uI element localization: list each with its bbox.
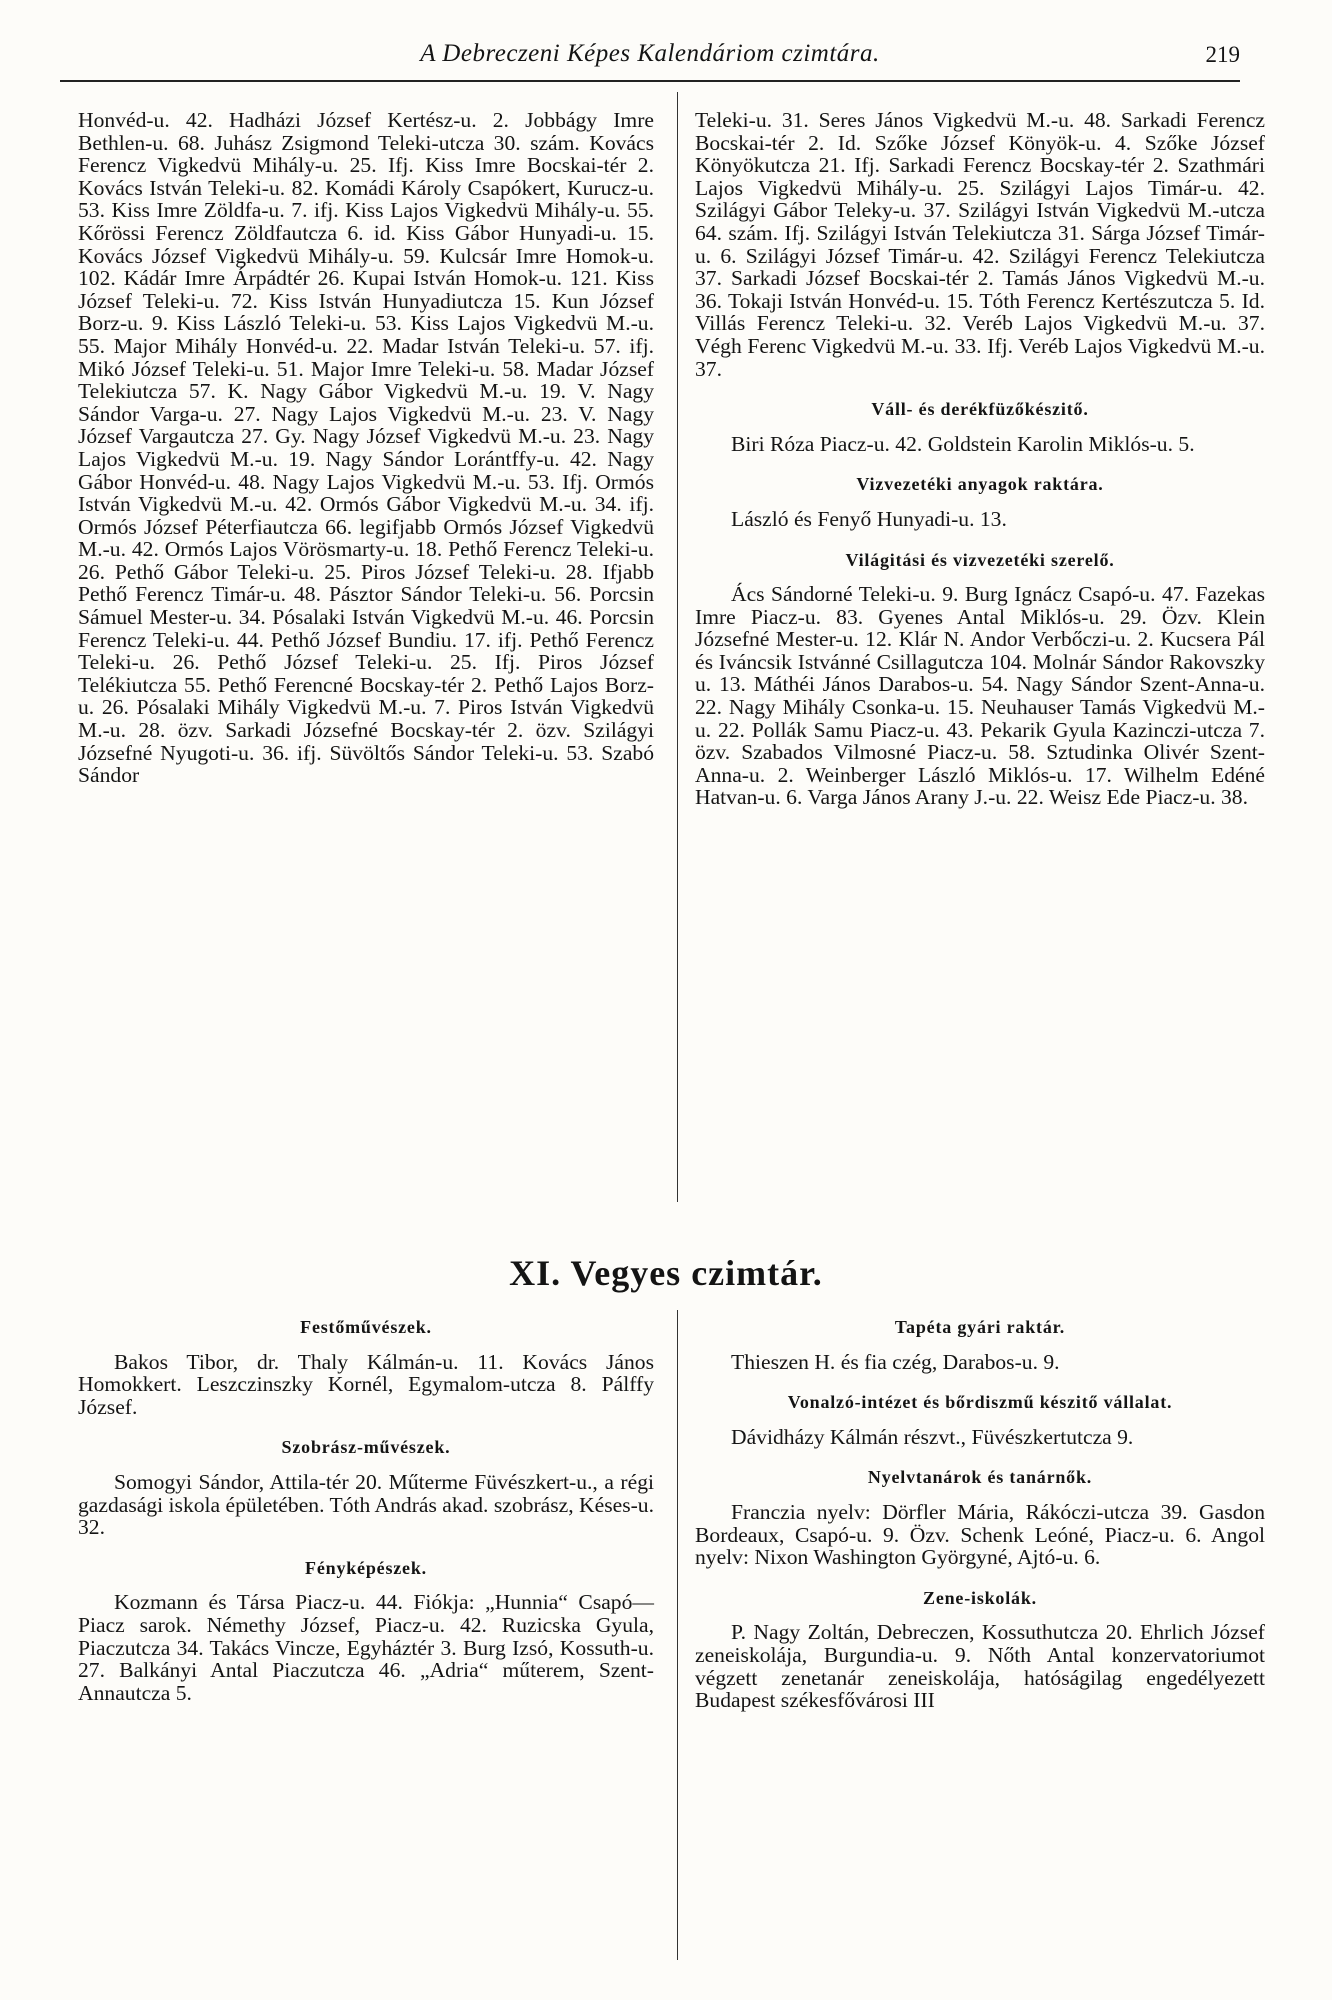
- heading-lighting-plumbing: Világitási és vizvezetéki szerelő.: [845, 549, 1115, 570]
- upper-right-column: [695, 109, 1265, 809]
- upper-left-text: Honvéd-u. 42. Hadházi József Kertész-u. 2. Jobbágy Imre Bethlen-u. 68. Juhász Zsigmond Teleki-utcza 30. szám. Kovács Ferencz Vigkedvü Mihály-u. 25. Ifj. Kiss Imre Bocskai-tér 2. Kovács István Teleki-u. 82. Komádi Károly Csapókert, Kurucz-u. 53. Kiss Imre Zöldfa-u. 7. ifj. Kiss Lajos Vigkedvü Mihály-u. 55. Kőrössi Ferencz Zöldfautcza 6. id. Kiss Gábor Hunyadi-u. 15. Kovács József Vigkedvü Mihály-u. 59. Kulcsár Imre Homok-u. 102. Kádár Imre Árpádtér 26. Kupai István Homok-u. 121. Kiss József Teleki-u. 72. Kiss István Hunyadiutcza 15. Kun József Borz-u. 9. Kiss László Teleki-u. 53. Kiss Lajos Vigkedvü M.-u. 55. Major Mihály Honvéd-u. 22. Madar István Teleki-u. 57. ifj. Mikó József Teleki-u. 51. Major Imre Teleki-u. 58. Madar József Telekiutcza 57. K. Nagy Gábor Vigkedvü M.-u. 19. V. Nagy Sándor Varga-u. 27. Nagy Lajos Vigkedvü M.-u. 23. V. Nagy József Vargautcza 27. Gy. Nagy József Vigkedvü M.-u. 23. Nagy Lajos Vigkedvü M.-u. 19. Nagy Sándor Lorántffy-u. 42. Nagy Gábor Honvéd-u. 48. Nagy Lajos Vigkedvü M.-u. 53. Ifj. Ormós István Vigkedvü M.-u. 42. Ormós Gábor Vigkedvü M.-u. 34. ifj. Ormós József Péterfiautcza 66. legifjabb Ormós József Vigkedvü M.-u. 42. Ormós Lajos Vörösmarty-u. 18. Pethő Ferencz Teleki-u. 26. Pethő Gábor Teleki-u. 25. Piros József Teleki-u. 28. Ifjabb Pethő Ferencz Timár-u. 48. Pásztor Sándor Teleki-u. 56. Porcsin Sámuel Mester-u. 34. Pósalaki István Vigkedvü M.-u. 46. Porcsin Ferencz Teleki-u. 44. Pethő József Bundiu. 17. ifj. Pethő Ferencz Teleki-u. 26. Pethő József Teleki-u. 25. Ifj. Piros József Telékiutcza 55. Pethő Ferencné Bocskay-tér 2. Pethő Lajos Borz-u. 26. Pósalaki Mihály Vigkedvü M.-u. 7. Piros István Vigkedvü M.-u. 28. özv. Sarkadi Józsefné Bocskay-tér 2. özv. Szilágyi Józsefné Nyugoti-u. 36. ifj. Süvöltős Sándor Teleki-u. 53. Szabó Sándor: [78, 108, 654, 788]
- page-number: 219: [1205, 42, 1240, 67]
- running-header: [60, 40, 1240, 74]
- heading-language-teachers: Nyelvtanárok és tanárnők.: [867, 1467, 1093, 1488]
- running-title: A Debreczeni Képes Kalendáriom czimtára.: [420, 40, 880, 67]
- heading-photographers: Fényképészek.: [305, 1557, 427, 1578]
- heading-painters: Festőművészek.: [300, 1317, 432, 1337]
- heading-ruling-leather: Vonalzó-intézet és bőrdiszmű készitő vállalat.: [787, 1392, 1173, 1413]
- heading-wallpaper: Tapéta gyári raktár.: [894, 1317, 1066, 1337]
- section-title: XI. Vegyes czimtár.: [509, 1253, 823, 1293]
- lower-left-column: [78, 1316, 654, 1704]
- lighting-plumbing-text: Ács Sándorné Teleki-u. 9. Burg Ignácz Csapó-u. 47. Fazekas Imre Piacz-u. 83. Gyenes Antal Miklós-u. 29. Özv. Klein Józsefné Mester-u. 12. Klár N. Andor Verbőczi-u. 2. Kucsera Pál és Iváncsik Istvánné Csillagutcza 104. Molnár Sándor Rakovszky u. 13. Máthéi János Darabos-u. 54. Nagy Sándor Szent-Anna-u. 22. Nagy Mihály Csonka-u. 15. Neuhauser Tamás Vigkedvü M.-u. 22. Pollák Samu Piacz-u. 43. Pekarik Gyula Kazinczi-utcza 7. özv. Szabados Vilmosné Piacz-u. 58. Sztudinka Olivér Szent-Anna-u. 2. Weinberger László Miklós-u. 17. Wilhelm Edéné Hatvan-u. 6. Varga János Arany J.-u. 22. Weisz Ede Piacz-u. 38.: [695, 582, 1265, 810]
- heading-sculptors: Szobrász-művészek.: [281, 1437, 451, 1458]
- lower-right-column: [695, 1316, 1265, 1712]
- ruling-leather-text: Dávidházy Kálmán részvt., Füvészkertutcza 9.: [731, 1424, 1134, 1449]
- heading-corset-makers: Váll- és derékfüzőkészitő.: [871, 399, 1089, 420]
- music-schools-text: P. Nagy Zoltán, Debreczen, Kossuthutcza 20. Ehrlich József zeneiskolája, Burgundia-u. 9. Nőth Antal konzervatoriumot végzett zenetanár zeneiskolája, hatóságilag engedélyezett Budapest székesfővárosi III: [695, 1620, 1265, 1713]
- upper-left-column: [78, 109, 654, 787]
- heading-music-schools: Zene-iskolák.: [923, 1587, 1037, 1608]
- painters-text: Bakos Tibor, dr. Thaly Kálmán-u. 11. Kovács János Homokkert. Leszczinszky Kornél, Egymalom-utcza 8. Pálffy József.: [78, 1349, 654, 1419]
- upper-right-text: Teleki-u. 31. Seres János Vigkedvü M.-u. 48. Sarkadi Ferencz Bocskai-tér 2. Id. Szőke József Könyök-u. 4. Szőke József Könyökutcza 21. Ifj. Sarkadi Ferencz Bocskay-tér 2. Szathmári Lajos Vigkedvü Mihály-u. 25. Szilágyi Lajos Timár-u. 42. Szilágyi Gábor Teleky-u. 37. Szilágyi István Vigkedvü M.-utcza 64. szám. Ifj. Szilágyi István Telekiutcza 31. Sárga József Timár-u. 6. Szilágyi József Timár-u. 42. Szilágyi Ferencz Telekiutcza 37. Sarkadi József Bocskai-tér 2. Tamás János Vigkedvü M.-u. 36. Tokaji István Honvéd-u. 15. Tóth Ferencz Kertészutcza 5. Id. Villás Ferencz Teleki-u. 32. Veréb Lajos Vigkedvü M.-u. 37. Végh Ferenc Vigkedvü M.-u. 33. Ifj. Veréb Lajos Vigkedvü M.-u. 37.: [695, 108, 1265, 381]
- wallpaper-text: Thieszen H. és fia czég, Darabos-u. 9.: [731, 1349, 1060, 1374]
- heading-water-supplies: Vizvezetéki anyagok raktára.: [856, 474, 1104, 495]
- sculptors-text: Somogyi Sándor, Attila-tér 20. Műterme Füvészkert-u., a régi gazdasági iskola épületében. Tóth András akad. szobrász, Késes-u. 32.: [78, 1469, 654, 1540]
- column-divider-upper: [677, 92, 678, 1202]
- corset-makers-text: Biri Róza Piacz-u. 42. Goldstein Karolin Miklós-u. 5.: [731, 431, 1195, 456]
- header-rule: [60, 80, 1240, 82]
- column-divider-lower: [677, 1310, 678, 1960]
- language-teachers-text: Franczia nyelv: Dörfler Mária, Rákóczi-utcza 39. Gasdon Bordeaux, Csapó-u. 9. Özv. Schenk Leóné, Piacz-u. 6. Angol nyelv: Nixon Washington Györgyné, Ajtó-u. 6.: [695, 1499, 1265, 1570]
- water-supplies-text: László és Fenyő Hunyadi-u. 13.: [731, 506, 1007, 531]
- photographers-text: Kozmann és Társa Piacz-u. 44. Fiókja: „Hunnia“ Csapó—Piacz sarok. Némethy József, Piacz-u. 42. Ruzicska Gyula, Piaczutcza 34. Takács Vincze, Egyháztér 3. Burg Izsó, Kossuth-u. 27. Balkányi Antal Piaczutcza 46. „Adria“ műterem, Szent-Annautcza 5.: [78, 1590, 654, 1705]
